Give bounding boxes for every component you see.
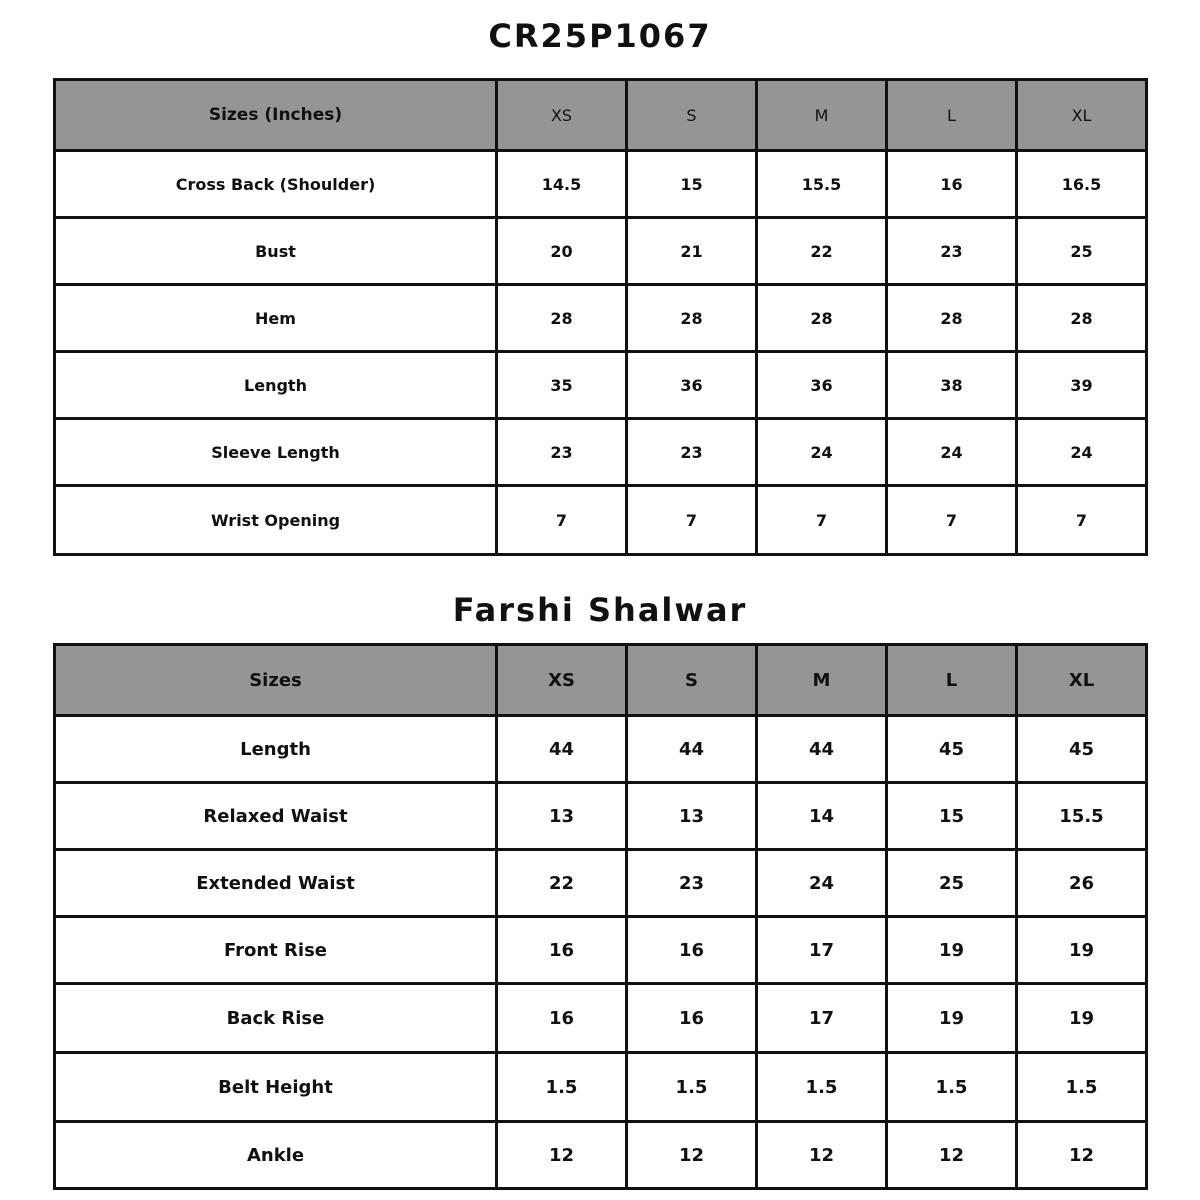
table-cell: 20: [497, 218, 627, 285]
table-row: [55, 984, 1147, 1053]
table-cell: 16: [887, 151, 1017, 218]
table-cell: 12: [627, 1122, 757, 1189]
table-cell: 22: [757, 218, 887, 285]
table-cell: 23: [497, 419, 627, 486]
table-cell: 12: [887, 1122, 1017, 1189]
table-row: [55, 917, 1147, 984]
table-cell: 7: [627, 486, 757, 555]
table-cell: 15.5: [1017, 783, 1147, 850]
table-cell: 1.5: [497, 1053, 627, 1122]
table-cell: 7: [497, 486, 627, 555]
table-row: [55, 285, 1147, 352]
table-cell: 12: [1017, 1122, 1147, 1189]
table-cell: 16: [627, 984, 757, 1053]
table-cell: 17: [757, 984, 887, 1053]
table-cell: 7: [887, 486, 1017, 555]
table-cell: 44: [627, 716, 757, 783]
table-cell: 36: [627, 352, 757, 419]
table-cell: 15: [627, 151, 757, 218]
table-cell: 16: [627, 917, 757, 984]
table-cell: 28: [757, 285, 887, 352]
table-cell: 24: [757, 419, 887, 486]
table-cell: 23: [887, 218, 1017, 285]
table-cell: 23: [627, 419, 757, 486]
row-label: Belt Height: [55, 1053, 497, 1122]
table-cell: 16: [497, 917, 627, 984]
table-cell: 7: [757, 486, 887, 555]
table-header-row: [55, 80, 1147, 151]
table-cell: 28: [497, 285, 627, 352]
table-cell: 45: [1017, 716, 1147, 783]
table-row: [55, 352, 1147, 419]
row-label: Length: [55, 352, 497, 419]
header-cell-xl: XL: [1017, 80, 1147, 151]
table-cell: 1.5: [757, 1053, 887, 1122]
header-cell-s: S: [627, 80, 757, 151]
table-row: [55, 151, 1147, 218]
table-cell: 35: [497, 352, 627, 419]
table-cell: 19: [887, 917, 1017, 984]
table-row: [55, 419, 1147, 486]
table-cell: 16.5: [1017, 151, 1147, 218]
table-cell: 14: [757, 783, 887, 850]
shalwar-chart-title: Farshi Shalwar: [452, 591, 748, 629]
table-cell: 45: [887, 716, 1017, 783]
table-cell: 24: [757, 850, 887, 917]
table-row: [55, 783, 1147, 850]
row-label: Length: [55, 716, 497, 783]
row-label: Bust: [55, 218, 497, 285]
table-cell: 28: [627, 285, 757, 352]
table-cell: 1.5: [627, 1053, 757, 1122]
header-cell-m: M: [757, 645, 887, 716]
table-cell: 12: [497, 1122, 627, 1189]
table-cell: 19: [1017, 984, 1147, 1053]
table-row: [55, 486, 1147, 555]
table-cell: 36: [757, 352, 887, 419]
table-row: [55, 1053, 1147, 1122]
table-cell: 15: [887, 783, 1017, 850]
row-label: Sleeve Length: [55, 419, 497, 486]
table-cell: 28: [1017, 285, 1147, 352]
table-cell: 25: [887, 850, 1017, 917]
table-cell: 7: [1017, 486, 1147, 555]
table-cell: 23: [627, 850, 757, 917]
table-cell: 22: [497, 850, 627, 917]
table-cell: 17: [757, 917, 887, 984]
row-label: Hem: [55, 285, 497, 352]
table-cell: 24: [1017, 419, 1147, 486]
row-label: Wrist Opening: [55, 486, 497, 555]
header-cell-l: L: [887, 645, 1017, 716]
table-cell: 21: [627, 218, 757, 285]
table-cell: 1.5: [887, 1053, 1017, 1122]
header-cell-xs: XS: [497, 80, 627, 151]
header-cell-m: M: [757, 80, 887, 151]
table-cell: 38: [887, 352, 1017, 419]
table-cell: 28: [887, 285, 1017, 352]
table-cell: 13: [627, 783, 757, 850]
table-cell: 26: [1017, 850, 1147, 917]
table-cell: 25: [1017, 218, 1147, 285]
table-cell: 14.5: [497, 151, 627, 218]
table-cell: 1.5: [1017, 1053, 1147, 1122]
header-cell-l: L: [887, 80, 1017, 151]
table-cell: 19: [1017, 917, 1147, 984]
table-cell: 19: [887, 984, 1017, 1053]
table-cell: 15.5: [757, 151, 887, 218]
table-cell: 24: [887, 419, 1017, 486]
header-cell-sizes: Sizes: [55, 645, 497, 716]
table-row: [55, 1122, 1147, 1189]
table-cell: 16: [497, 984, 627, 1053]
row-label: Front Rise: [55, 917, 497, 984]
table-row: [55, 850, 1147, 917]
header-cell-s: S: [627, 645, 757, 716]
table-cell: 44: [497, 716, 627, 783]
table-row: [55, 716, 1147, 783]
shalwar-size-chart-table: [53, 643, 1148, 1190]
header-cell-sizes-inches: Sizes (Inches): [55, 80, 497, 151]
table-cell: 13: [497, 783, 627, 850]
table-cell: 39: [1017, 352, 1147, 419]
row-label: Ankle: [55, 1122, 497, 1189]
table-cell: 44: [757, 716, 887, 783]
table-row: [55, 218, 1147, 285]
row-label: Back Rise: [55, 984, 497, 1053]
row-label: Relaxed Waist: [55, 783, 497, 850]
row-label: Cross Back (Shoulder): [55, 151, 497, 218]
table-header-row: [55, 645, 1147, 716]
top-size-chart-table: [53, 78, 1148, 556]
header-cell-xl: XL: [1017, 645, 1147, 716]
size-chart-title: CR25P1067: [488, 17, 712, 55]
row-label: Extended Waist: [55, 850, 497, 917]
header-cell-xs: XS: [497, 645, 627, 716]
table-cell: 12: [757, 1122, 887, 1189]
